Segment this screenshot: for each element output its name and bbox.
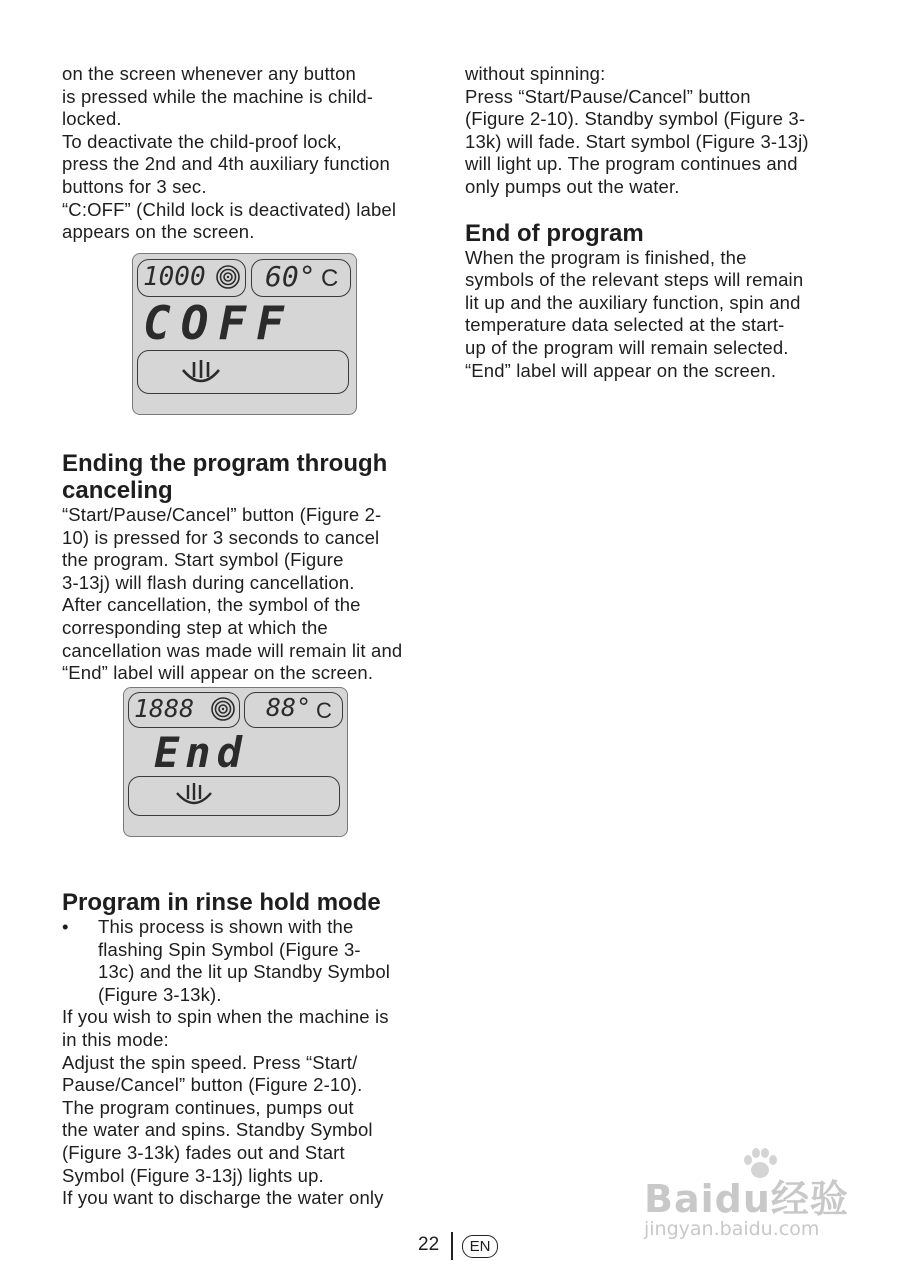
- watermark-url: jingyan.baidu.com: [644, 1218, 820, 1240]
- section-rinse-hold: [62, 889, 452, 1210]
- lcd-message: COFF: [143, 296, 294, 350]
- left-column: [62, 63, 442, 244]
- text-line: 13k) will fade. Start symbol (Figure 3-13j): [465, 130, 809, 152]
- text-line: appears on the screen.: [62, 221, 255, 243]
- standby-icon: [174, 782, 214, 810]
- text-line: in this mode:: [62, 1028, 169, 1050]
- page-number: 22: [418, 1234, 440, 1255]
- spin-spiral-icon: [210, 696, 236, 722]
- text-line: without spinning:: [465, 63, 606, 84]
- bullet-symbol: •: [62, 916, 69, 937]
- text-line: 13c) and the lit up Standby Symbol: [98, 961, 391, 983]
- text-line: “End” label will appear on the screen.: [62, 662, 374, 684]
- text-line: the program. Start symbol (Figure: [62, 549, 344, 571]
- text-line: the water and spins. Standby Symbol: [62, 1119, 373, 1141]
- section-heading: Ending the program through: [62, 450, 388, 477]
- text-line: only pumps out the water.: [465, 175, 680, 197]
- watermark-brand: Baidu经验: [644, 1177, 849, 1221]
- text-line: Pause/Cancel” button (Figure 2-10).: [62, 1074, 363, 1096]
- standby-icon: [179, 358, 223, 388]
- section-heading: End of program: [465, 219, 644, 247]
- temperature-unit: C: [321, 265, 339, 292]
- text-line: (Figure 2-10). Standby symbol (Figure 3-: [465, 108, 806, 130]
- text-line: Adjust the spin speed. Press “Start/: [62, 1051, 358, 1073]
- right-column: [465, 63, 855, 382]
- text-line: cancellation was made will remain lit and: [62, 639, 403, 661]
- status-box: [128, 776, 340, 816]
- footer-divider: [451, 1232, 453, 1260]
- bullet-item: [62, 916, 452, 1006]
- section-ending-program: [62, 450, 452, 685]
- section-end-of-program: [465, 220, 855, 383]
- status-box: [137, 350, 349, 394]
- text-line: temperature data selected at the start-: [465, 314, 785, 336]
- text-line: 3-13j) will flash during cancellation.: [62, 571, 355, 593]
- text-line: To deactivate the child-proof lock,: [62, 130, 342, 152]
- text-line: (Figure 3-13k) fades out and Start: [62, 1141, 345, 1163]
- text-line: This process is shown with the: [98, 916, 354, 937]
- text-line: will light up. The program continues and: [465, 153, 798, 175]
- spin-speed-value: 1888: [134, 694, 195, 723]
- text-line: (Figure 3-13k).: [98, 983, 222, 1005]
- temperature-unit: C: [316, 698, 332, 723]
- spin-speed-value: 1000: [143, 262, 206, 292]
- spin-spiral-icon: [215, 264, 241, 290]
- text-line: “Start/Pause/Cancel” button (Figure 2-: [62, 504, 382, 525]
- text-line: “C:OFF” (Child lock is deactivated) label: [62, 198, 397, 220]
- text-line: buttons for 3 sec.: [62, 175, 207, 197]
- text-line: press the 2nd and 4th auxiliary function: [62, 153, 390, 175]
- language-badge: EN: [462, 1235, 498, 1258]
- lcd-display-coff: [132, 253, 357, 415]
- text-line: is pressed while the machine is child-: [62, 85, 374, 107]
- text-line: 10) is pressed for 3 seconds to cancel: [62, 526, 380, 548]
- page-footer: [0, 1232, 905, 1262]
- intro-paragraph: [465, 63, 855, 199]
- section-heading: canceling: [62, 477, 173, 504]
- text-line: lit up and the auxiliary function, spin and: [465, 291, 801, 313]
- text-line: Press “Start/Pause/Cancel” button: [465, 85, 751, 107]
- temperature-value: 60°: [265, 260, 316, 293]
- text-line: flashing Spin Symbol (Figure 3-: [98, 938, 361, 960]
- text-line: Symbol (Figure 3-13j) lights up.: [62, 1164, 324, 1186]
- temperature-value: 88°: [266, 693, 312, 722]
- text-line: When the program is finished, the: [465, 246, 747, 268]
- text-line: The program continues, pumps out: [62, 1096, 354, 1118]
- lcd-display-end: [123, 687, 348, 837]
- lcd-message: End: [154, 728, 248, 777]
- text-line: locked.: [62, 108, 122, 130]
- text-line: up of the program will remain selected.: [465, 336, 789, 358]
- text-line: on the screen whenever any button: [62, 63, 356, 84]
- text-line: corresponding step at which the: [62, 616, 328, 638]
- text-line: If you want to discharge the water only: [62, 1187, 384, 1209]
- text-line: “End” label will appear on the screen.: [465, 359, 777, 381]
- text-line: symbols of the relevant steps will remain: [465, 269, 804, 291]
- intro-paragraph: [62, 63, 442, 244]
- section-heading: Program in rinse hold mode: [62, 889, 381, 916]
- text-line: If you wish to spin when the machine is: [62, 1006, 389, 1028]
- text-line: After cancellation, the symbol of the: [62, 594, 361, 616]
